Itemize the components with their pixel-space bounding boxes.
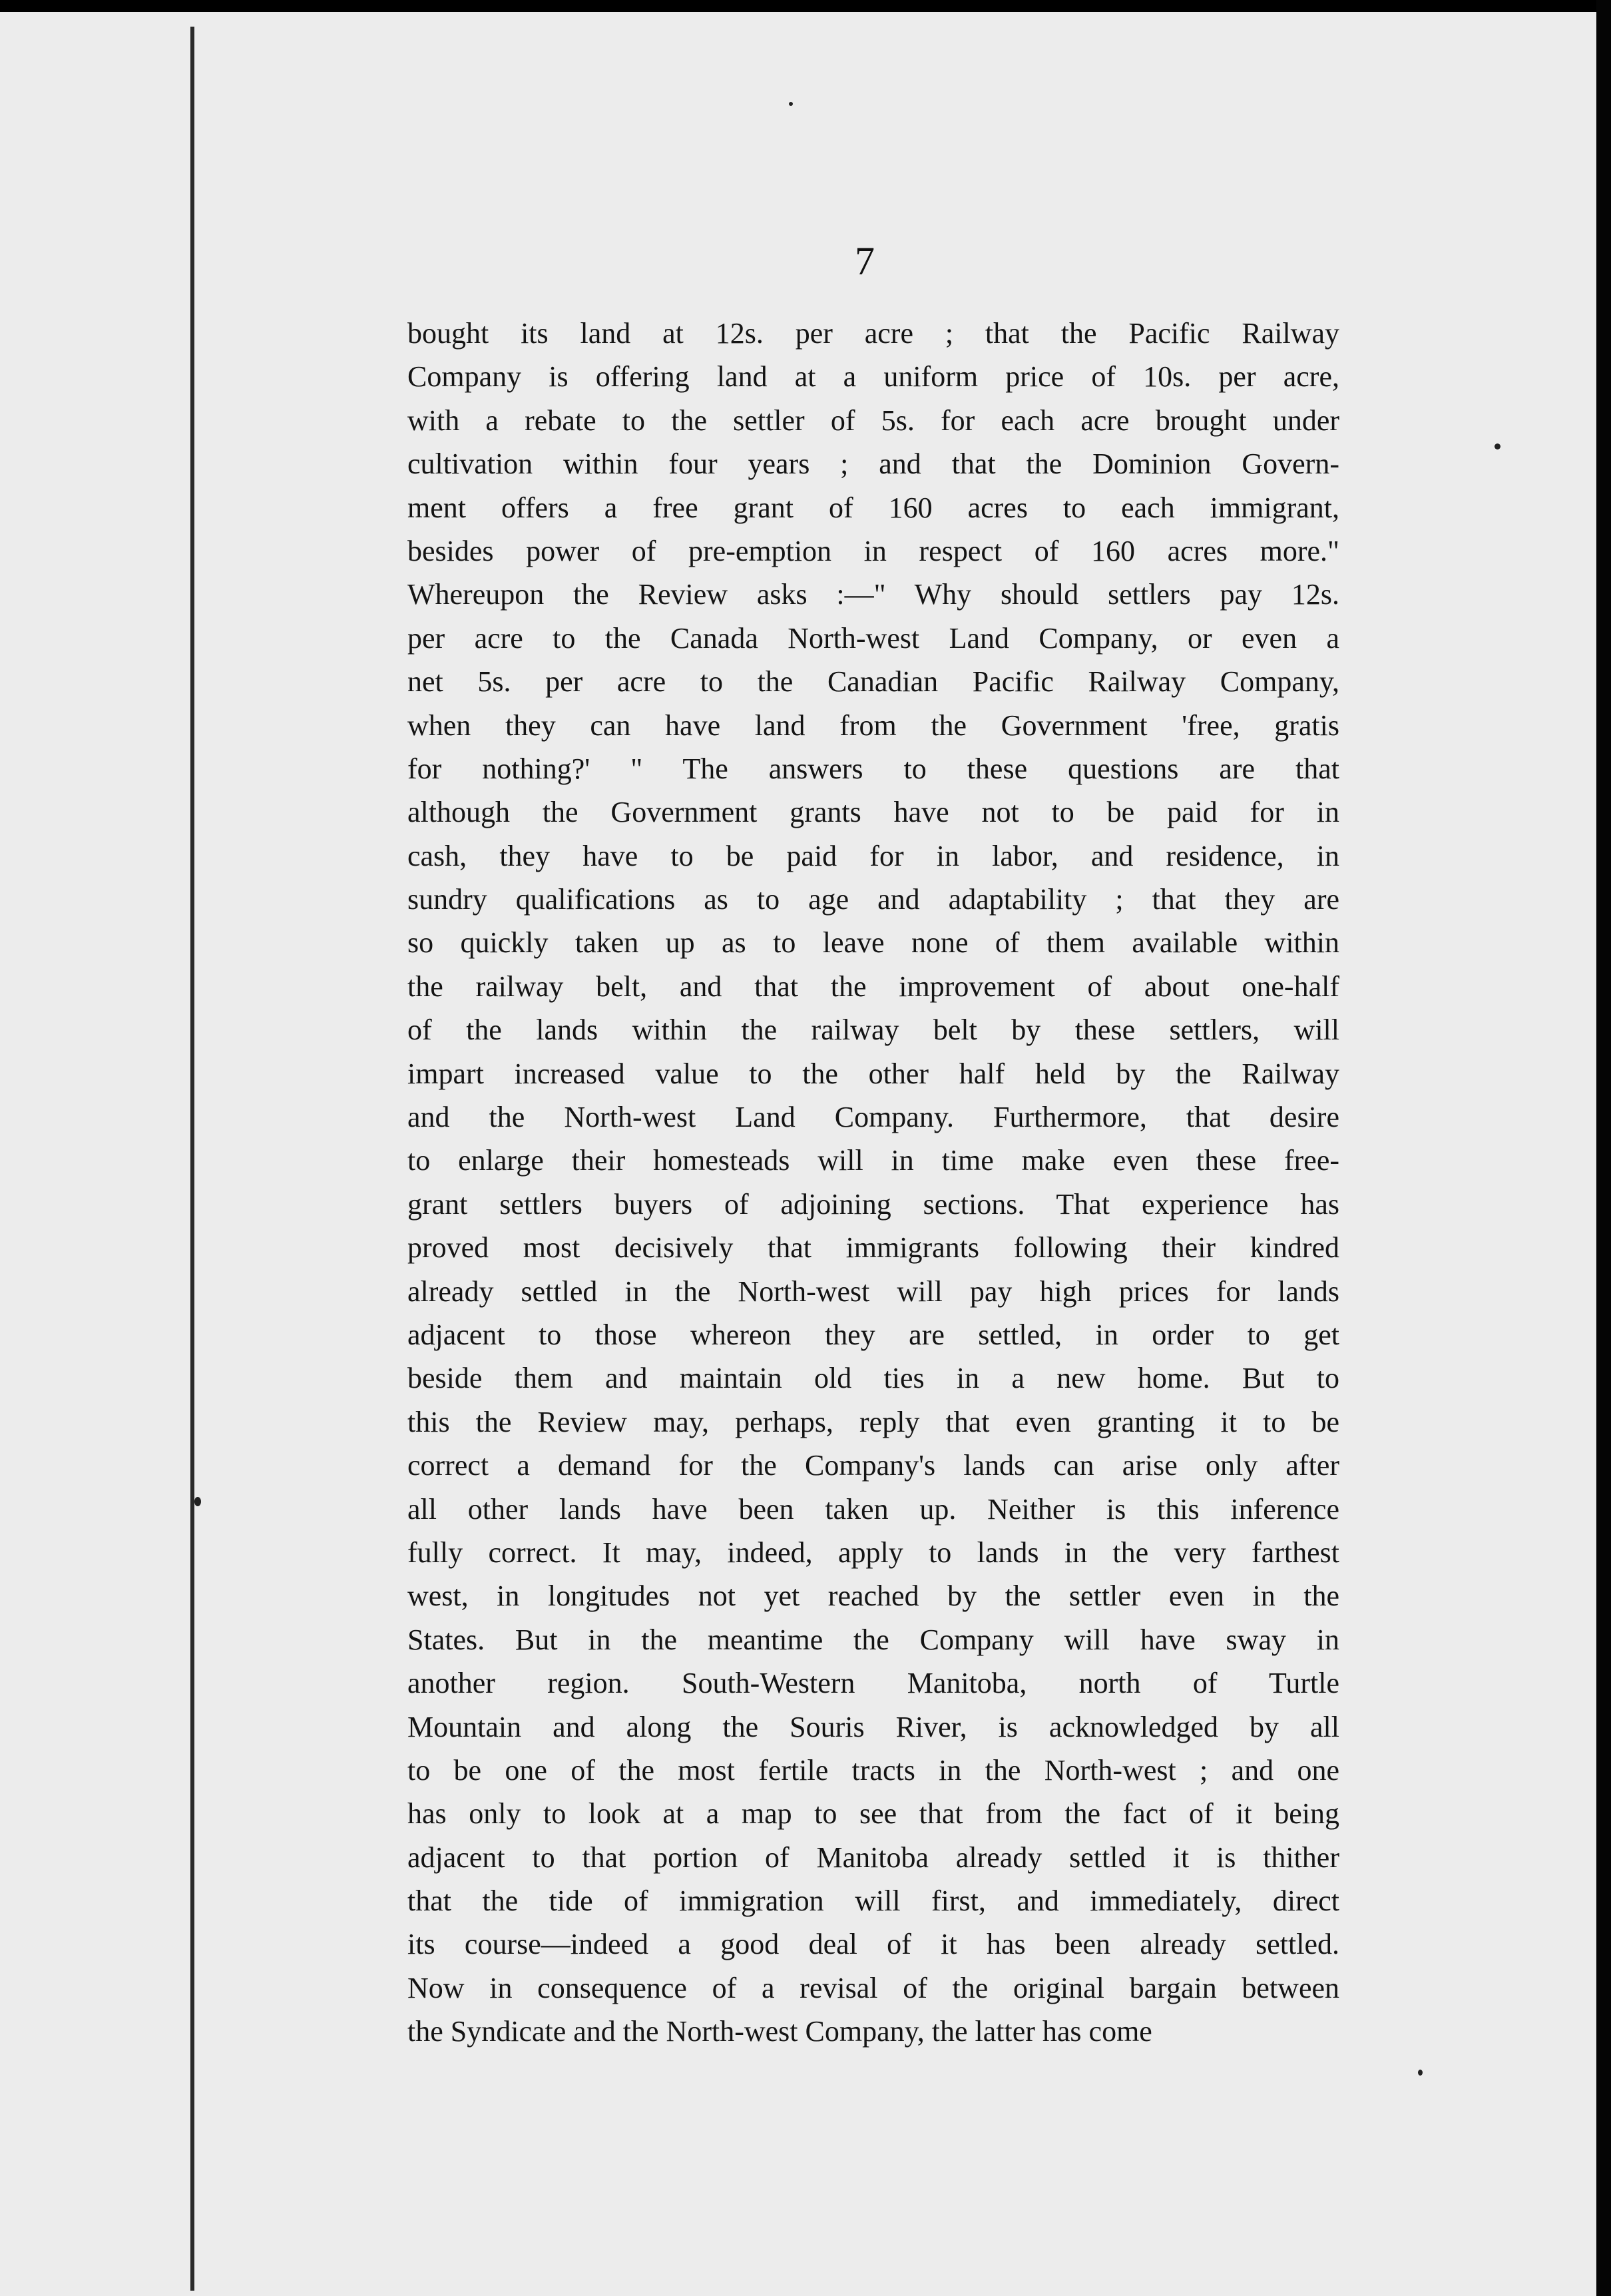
text-line: per acre to the Canada North-west Land Company, or even a bbox=[407, 621, 1339, 655]
scan-speck bbox=[1495, 443, 1500, 449]
text-line: ment offers a free grant of 160 acres to each immigrant, bbox=[407, 491, 1339, 524]
text-line: all other lands have been taken up. Neither is this inference bbox=[407, 1492, 1339, 1526]
text-line: sundry qualifications as to age and adaptability ; that they are bbox=[407, 883, 1339, 916]
text-line: although the Government grants have not to be paid for in bbox=[407, 796, 1339, 829]
text-line: Company is offering land at a uniform price of 10s. per acre, bbox=[407, 360, 1339, 394]
text-line: fully correct. It may, indeed, apply to lands in the very farthest bbox=[407, 1536, 1339, 1569]
text-line: net 5s. per acre to the Canadian Pacific Railway Company, bbox=[407, 665, 1339, 699]
text-line: cultivation within four years ; and that the Dominion Govern- bbox=[407, 447, 1339, 481]
text-line: bought its land at 12s. per acre ; that the Pacific Railway bbox=[407, 317, 1339, 350]
text-line: Whereupon the Review asks :—" Why should settlers pay 12s. bbox=[407, 578, 1339, 611]
scan-speck bbox=[789, 102, 793, 106]
text-line: proved most decisively that immigrants following their kindred bbox=[407, 1231, 1339, 1265]
scan-border bbox=[1596, 0, 1611, 2296]
text-line: that the tide of immigration will first, and immediately, direct bbox=[407, 1884, 1339, 1918]
text-line: cash, they have to be paid for in labor, and residence, in bbox=[407, 839, 1339, 872]
text-line: adjacent to that portion of Manitoba already settled it is thither bbox=[407, 1841, 1339, 1874]
text-line: its course—indeed a good deal of it has been already settled. bbox=[407, 1928, 1339, 1961]
text-line: when they can have land from the Government 'free, gratis bbox=[407, 709, 1339, 742]
text-line: for nothing?' " The answers to these questions are that bbox=[407, 752, 1339, 785]
text-line: Now in consequence of a revisal of the original bargain between bbox=[407, 1971, 1339, 2004]
text-line: another region. South-Western Manitoba, north of Turtle bbox=[407, 1667, 1339, 1700]
text-line: beside them and maintain old ties in a new home. But to bbox=[407, 1362, 1339, 1395]
text-line: the railway belt, and that the improvement of about one-half bbox=[407, 970, 1339, 1003]
text-line: Mountain and along the Souris River, is acknowledged by all bbox=[407, 1710, 1339, 1743]
text-line: adjacent to those whereon they are settled, in order to get bbox=[407, 1318, 1339, 1351]
body-text bbox=[407, 312, 1339, 2054]
text-line: impart increased value to the other half held by the Railway bbox=[407, 1057, 1339, 1090]
page-number: 7 bbox=[855, 239, 875, 283]
text-line: States. But in the meantime the Company will have sway in bbox=[407, 1623, 1339, 1656]
text-line: has only to look at a map to see that from the fact of it being bbox=[407, 1797, 1339, 1831]
text-line: grant settlers buyers of adjoining sections. That experience has bbox=[407, 1187, 1339, 1221]
binding-gutter-line bbox=[190, 27, 194, 2291]
text-line: to be one of the most fertile tracts in the North-west ; and one bbox=[407, 1753, 1339, 1787]
text-line: west, in longitudes not yet reached by the settler even in the bbox=[407, 1579, 1339, 1613]
text-line: already settled in the North-west will pay high prices for lands bbox=[407, 1275, 1339, 1308]
text-line: of the lands within the railway belt by these settlers, will bbox=[407, 1013, 1339, 1047]
text-line: besides power of pre-emption in respect of 160 acres more." bbox=[407, 534, 1339, 567]
scan-speck bbox=[1418, 2070, 1423, 2076]
text-line: the Syndicate and the North-west Company, the latter has come bbox=[407, 2015, 1152, 2048]
text-line: correct a demand for the Company's lands can arise only after bbox=[407, 1449, 1339, 1482]
text-line: to enlarge their homesteads will in time make even these free- bbox=[407, 1144, 1339, 1177]
text-line: and the North-west Land Company. Furthermore, that desire bbox=[407, 1101, 1339, 1134]
text-line: so quickly taken up as to leave none of them available within bbox=[407, 926, 1339, 960]
scan-speck bbox=[194, 1497, 201, 1506]
text-line: with a rebate to the settler of 5s. for each acre brought under bbox=[407, 404, 1339, 437]
text-line: this the Review may, perhaps, reply that even granting it to be bbox=[407, 1405, 1339, 1438]
scanned-page bbox=[0, 12, 1596, 2296]
